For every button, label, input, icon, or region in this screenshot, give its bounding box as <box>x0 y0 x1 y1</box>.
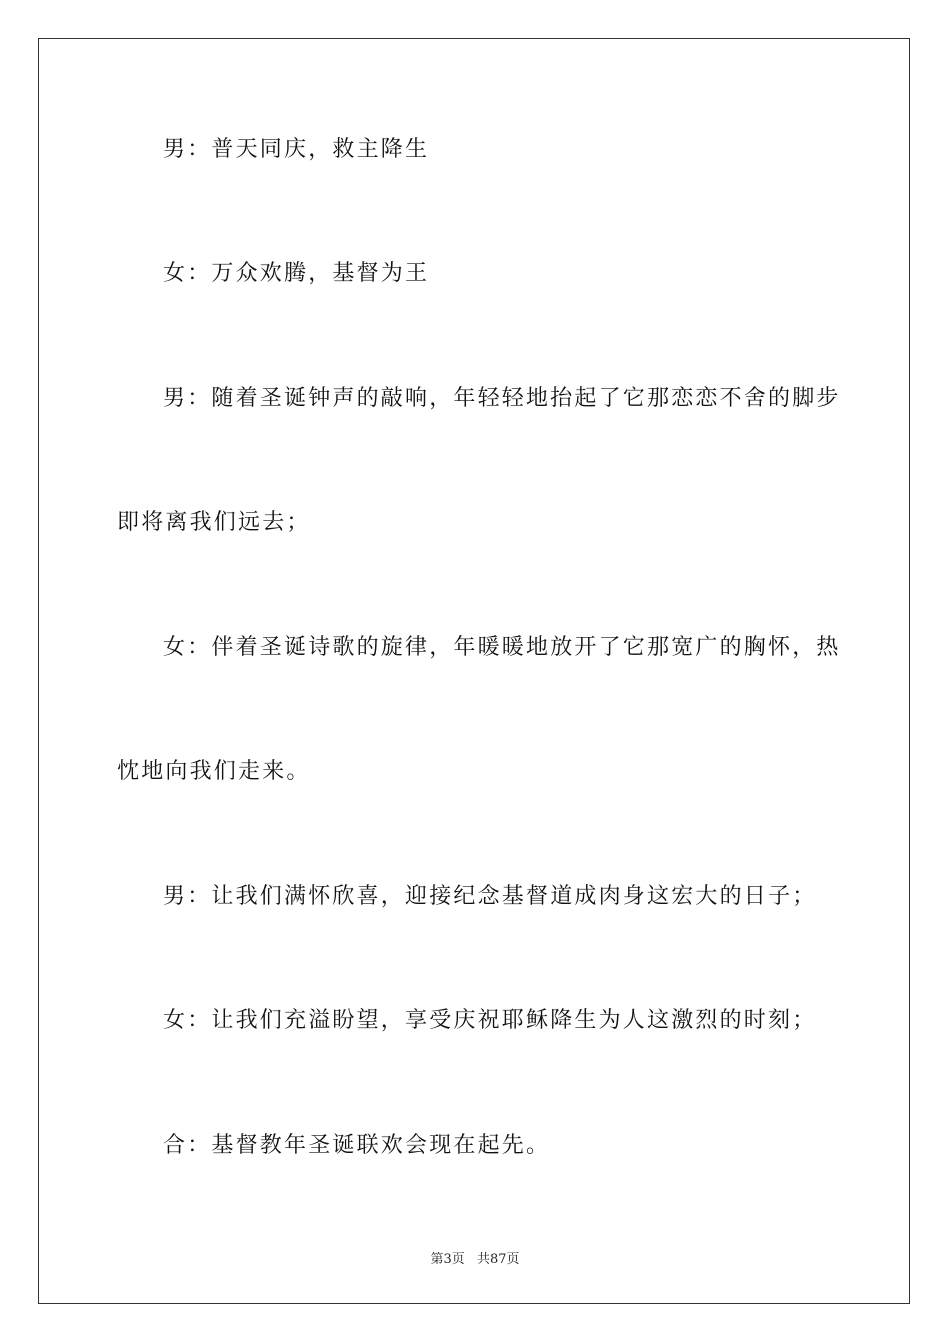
total-pages: 共87页 <box>476 1252 520 1267</box>
dialogue-line-together: 合：基督教年圣诞联欢会现在起先。 <box>163 1133 551 1158</box>
dialogue-line-female-3: 女：让我们充溢盼望，享受庆祝耶稣降生为人这激烈的时刻； <box>163 1008 817 1033</box>
dialogue-line-male-1: 男：普天同庆，救主降生 <box>163 137 430 162</box>
page-number: 第3页 <box>430 1252 465 1267</box>
page-footer <box>0 1248 950 1267</box>
dialogue-line-female-2: 女：伴着圣诞诗歌的旋律，年暖暖地放开了它那宽广的胸怀，热 <box>163 635 841 660</box>
dialogue-line-male-2: 男：随着圣诞钟声的敲响，年轻轻地抬起了它那恋恋不舍的脚步 <box>163 386 841 411</box>
page-border <box>38 38 910 1304</box>
dialogue-line-male-3: 男：让我们满怀欣喜，迎接纪念基督道成肉身这宏大的日子； <box>163 884 817 909</box>
dialogue-line-male-2-continued: 即将离我们远去； <box>117 510 311 535</box>
dialogue-line-female-1: 女：万众欢腾，基督为王 <box>163 261 430 286</box>
dialogue-line-female-2-continued: 忱地向我们走来。 <box>117 759 311 784</box>
